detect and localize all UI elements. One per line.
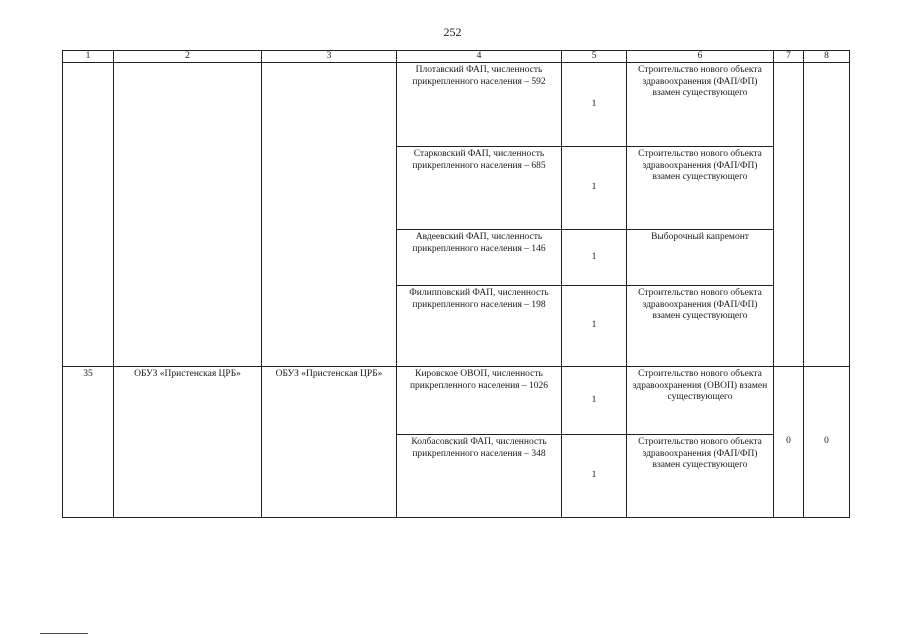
facility-name: Филипповский ФАП, численность прикрепленного населения – 198 <box>397 286 562 367</box>
data-table <box>62 50 850 518</box>
facility-count: 1 <box>562 435 627 518</box>
header-cell-5: 5 <box>562 51 627 63</box>
facility-name: Авдеевский ФАП, численность прикрепленного населения – 146 <box>397 230 562 286</box>
scan-edge-mark <box>40 633 88 634</box>
cell-col7-continued <box>774 63 804 367</box>
facility-action: Строительство нового объекта здравоохранения (ФАП/ФП) взамен существующего <box>627 147 774 230</box>
facility-action: Строительство нового объекта здравоохранения (ФАП/ФП) взамен существующего <box>627 435 774 518</box>
facility-action: Строительство нового объекта здравоохранения (ФАП/ФП) взамен существующего <box>627 63 774 147</box>
facility-name: Колбасовский ФАП, численность прикрепленного населения – 348 <box>397 435 562 518</box>
facility-action: Выборочный капремонт <box>627 230 774 286</box>
cell-row-number: 35 <box>63 367 114 518</box>
header-cell-2: 2 <box>114 51 262 63</box>
cell-col8-continued <box>804 63 850 367</box>
cell-org2-continued <box>262 63 397 367</box>
cell-num-continued <box>63 63 114 367</box>
facility-count: 1 <box>562 63 627 147</box>
cell-col7-value: 0 <box>774 367 804 518</box>
header-cell-1: 1 <box>63 51 114 63</box>
cell-organization: ОБУЗ «Пристенская ЦРБ» <box>114 367 262 518</box>
facility-name: Кировское ОВОП, численность прикрепленного населения – 1026 <box>397 367 562 435</box>
facility-count: 1 <box>562 230 627 286</box>
cell-col8-value: 0 <box>804 367 850 518</box>
facility-count: 1 <box>562 286 627 367</box>
page-number: 252 <box>443 25 462 39</box>
header-cell-8: 8 <box>804 51 850 63</box>
cell-org-continued <box>114 63 262 367</box>
facility-count: 1 <box>562 147 627 230</box>
header-cell-6: 6 <box>627 51 774 63</box>
header-cell-4: 4 <box>397 51 562 63</box>
facility-action: Строительство нового объекта здравоохранения (ФАП/ФП) взамен существующего <box>627 286 774 367</box>
facility-name: Старковский ФАП, численность прикрепленного населения – 685 <box>397 147 562 230</box>
header-cell-7: 7 <box>774 51 804 63</box>
facility-name: Плотавский ФАП, численность прикрепленного населения – 592 <box>397 63 562 147</box>
table-row <box>63 367 850 435</box>
header-row <box>63 51 850 63</box>
header-cell-3: 3 <box>262 51 397 63</box>
facility-action: Строительство нового объекта здравоохранения (ОВОП) взамен существующего <box>627 367 774 435</box>
table-row <box>63 63 850 147</box>
facility-count: 1 <box>562 367 627 435</box>
cell-organization-2: ОБУЗ «Пристенская ЦРБ» <box>262 367 397 518</box>
